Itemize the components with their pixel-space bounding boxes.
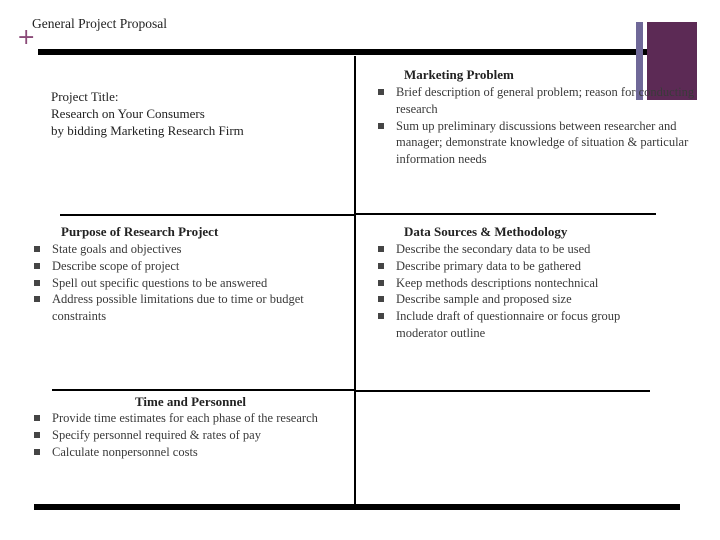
purpose-heading: Purpose of Research Project bbox=[61, 224, 219, 239]
square-bullet-icon bbox=[34, 280, 40, 286]
list-item bbox=[32, 410, 332, 427]
list-item-text: Describe scope of project bbox=[52, 258, 180, 273]
time-personnel-list bbox=[32, 410, 332, 460]
square-bullet-icon bbox=[34, 263, 40, 269]
center-divider bbox=[354, 56, 356, 504]
divider-left-2 bbox=[52, 389, 356, 391]
list-item-text: Calculate nonpersonnel costs bbox=[52, 444, 198, 459]
top-divider bbox=[38, 49, 670, 55]
list-item-text: Keep methods descriptions nontechnical bbox=[396, 275, 599, 290]
list-item bbox=[32, 444, 332, 461]
list-item-text: State goals and objectives bbox=[52, 242, 182, 256]
list-item-text: Specify personnel required & rates of pay bbox=[52, 427, 261, 442]
list-item bbox=[376, 258, 666, 275]
divider-left-1 bbox=[60, 214, 356, 216]
list-item-text: Describe the secondary data to be used bbox=[396, 242, 591, 256]
list-item-text: Spell out specific questions to be answered bbox=[52, 275, 268, 290]
list-item bbox=[376, 291, 666, 308]
list-item bbox=[32, 258, 342, 275]
square-bullet-icon bbox=[34, 246, 40, 252]
divider-right-2 bbox=[356, 390, 650, 392]
plus-icon: + bbox=[17, 25, 36, 50]
data-sources-list bbox=[376, 241, 666, 342]
list-item bbox=[376, 241, 666, 258]
list-item bbox=[376, 308, 666, 342]
project-title-line: by bidding Marketing Research Firm bbox=[51, 123, 244, 138]
list-item-text: Describe primary data to be gathered bbox=[396, 258, 581, 273]
square-bullet-icon bbox=[378, 263, 384, 269]
data-sources-heading: Data Sources & Methodology bbox=[404, 224, 568, 239]
square-bullet-icon bbox=[378, 123, 384, 129]
list-item-text: Address possible limitations due to time or budget constraints bbox=[52, 292, 304, 324]
list-item bbox=[32, 427, 332, 444]
project-title-label: Project Title: bbox=[51, 89, 119, 104]
time-personnel-heading: Time and Personnel bbox=[135, 394, 246, 409]
bottom-divider bbox=[34, 504, 680, 510]
list-item bbox=[32, 275, 342, 292]
slide-title: General Project Proposal bbox=[32, 16, 167, 31]
marketing-problem-list bbox=[376, 84, 716, 168]
list-item bbox=[32, 291, 342, 325]
divider-right-1 bbox=[356, 213, 656, 215]
list-item-text: Describe sample and proposed size bbox=[396, 292, 572, 307]
marketing-problem-heading: Marketing Problem bbox=[404, 67, 514, 82]
list-item bbox=[376, 275, 666, 292]
project-title-line: Research on Your Consumers bbox=[51, 106, 205, 121]
square-bullet-icon bbox=[34, 449, 40, 455]
list-item bbox=[32, 241, 342, 258]
square-bullet-icon bbox=[34, 432, 40, 438]
square-bullet-icon bbox=[378, 280, 384, 286]
square-bullet-icon bbox=[378, 246, 384, 252]
square-bullet-icon bbox=[34, 296, 40, 302]
list-item-text: Sum up preliminary discussions between researcher and manager; demonstrate knowledge of situation & particular information needs bbox=[396, 118, 689, 167]
square-bullet-icon bbox=[378, 313, 384, 319]
project-title-block bbox=[51, 88, 331, 139]
purpose-list bbox=[32, 241, 342, 325]
list-item-text: Provide time estimates for each phase of the research bbox=[52, 411, 318, 425]
list-item bbox=[376, 84, 716, 118]
list-item-text: Brief description of general problem; reason for conducting research bbox=[396, 85, 695, 116]
square-bullet-icon bbox=[378, 89, 384, 95]
list-item-text: Include draft of questionnaire or focus group moderator outline bbox=[396, 309, 621, 340]
square-bullet-icon bbox=[34, 415, 40, 421]
square-bullet-icon bbox=[378, 296, 384, 302]
list-item bbox=[376, 118, 716, 168]
